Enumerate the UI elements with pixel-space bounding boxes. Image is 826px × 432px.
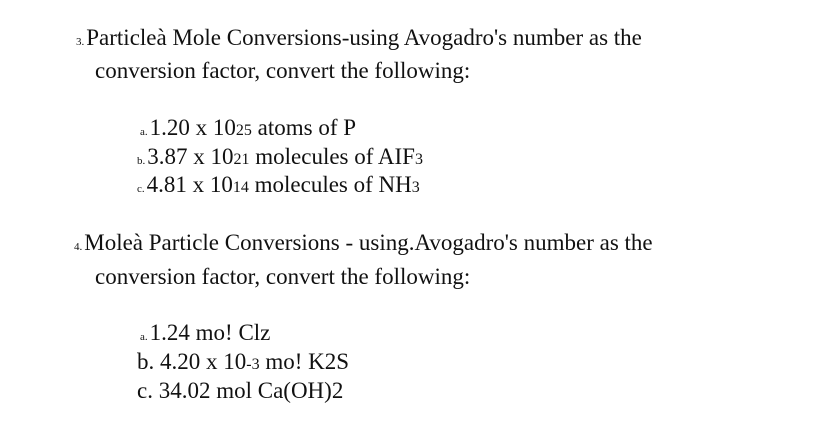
question-3-title-line1: Particleà Mole Conversions-using Avogadro's number as the	[86, 25, 642, 50]
item-marker: a.	[140, 331, 148, 343]
item-rest: molecules of AIF	[249, 144, 415, 169]
question-4-item-b	[137, 349, 349, 378]
item-subscript: 3	[414, 151, 423, 168]
item-lead: b. 4.20 x 10	[137, 349, 247, 374]
question-3-title-line2: conversion factor, convert the following:	[95, 58, 471, 83]
question-3-item-b	[137, 144, 423, 174]
item-subscript: 3	[411, 179, 420, 196]
question-3-item-c	[137, 172, 420, 202]
question-3-number: 3.	[76, 36, 85, 48]
item-exponent: 21	[233, 151, 250, 168]
question-3-item-a	[140, 115, 356, 145]
question-4-item-a	[140, 320, 270, 350]
item-rest: atoms of P	[251, 115, 357, 140]
question-4-item-c: c. 34.02 mol Ca(OH)2	[137, 378, 344, 403]
question-4-title-line2: conversion factor, convert the following:	[95, 264, 471, 289]
item-exponent: -3	[246, 356, 260, 373]
item-exponent: 14	[232, 179, 249, 196]
item-text: 1.24 mo! Clz	[149, 320, 271, 345]
item-rest: molecules of NH	[248, 172, 412, 197]
question-4-title-line1: Moleà Particle Conversions - using.Avogadro's number as the	[84, 230, 653, 255]
item-marker: a.	[140, 126, 148, 138]
item-exponent: 25	[235, 122, 252, 139]
item-mantissa: 1.20 x 10	[149, 115, 236, 140]
item-tail: mo! K2S	[259, 349, 350, 374]
question-3-heading	[76, 25, 642, 55]
question-4-number: 4.	[74, 241, 83, 253]
item-mantissa: 3.87 x 10	[147, 144, 234, 169]
item-mantissa: 4.81 x 10	[146, 172, 233, 197]
item-marker: b.	[137, 155, 146, 167]
question-4-heading	[74, 230, 653, 260]
item-marker: c.	[137, 183, 145, 195]
